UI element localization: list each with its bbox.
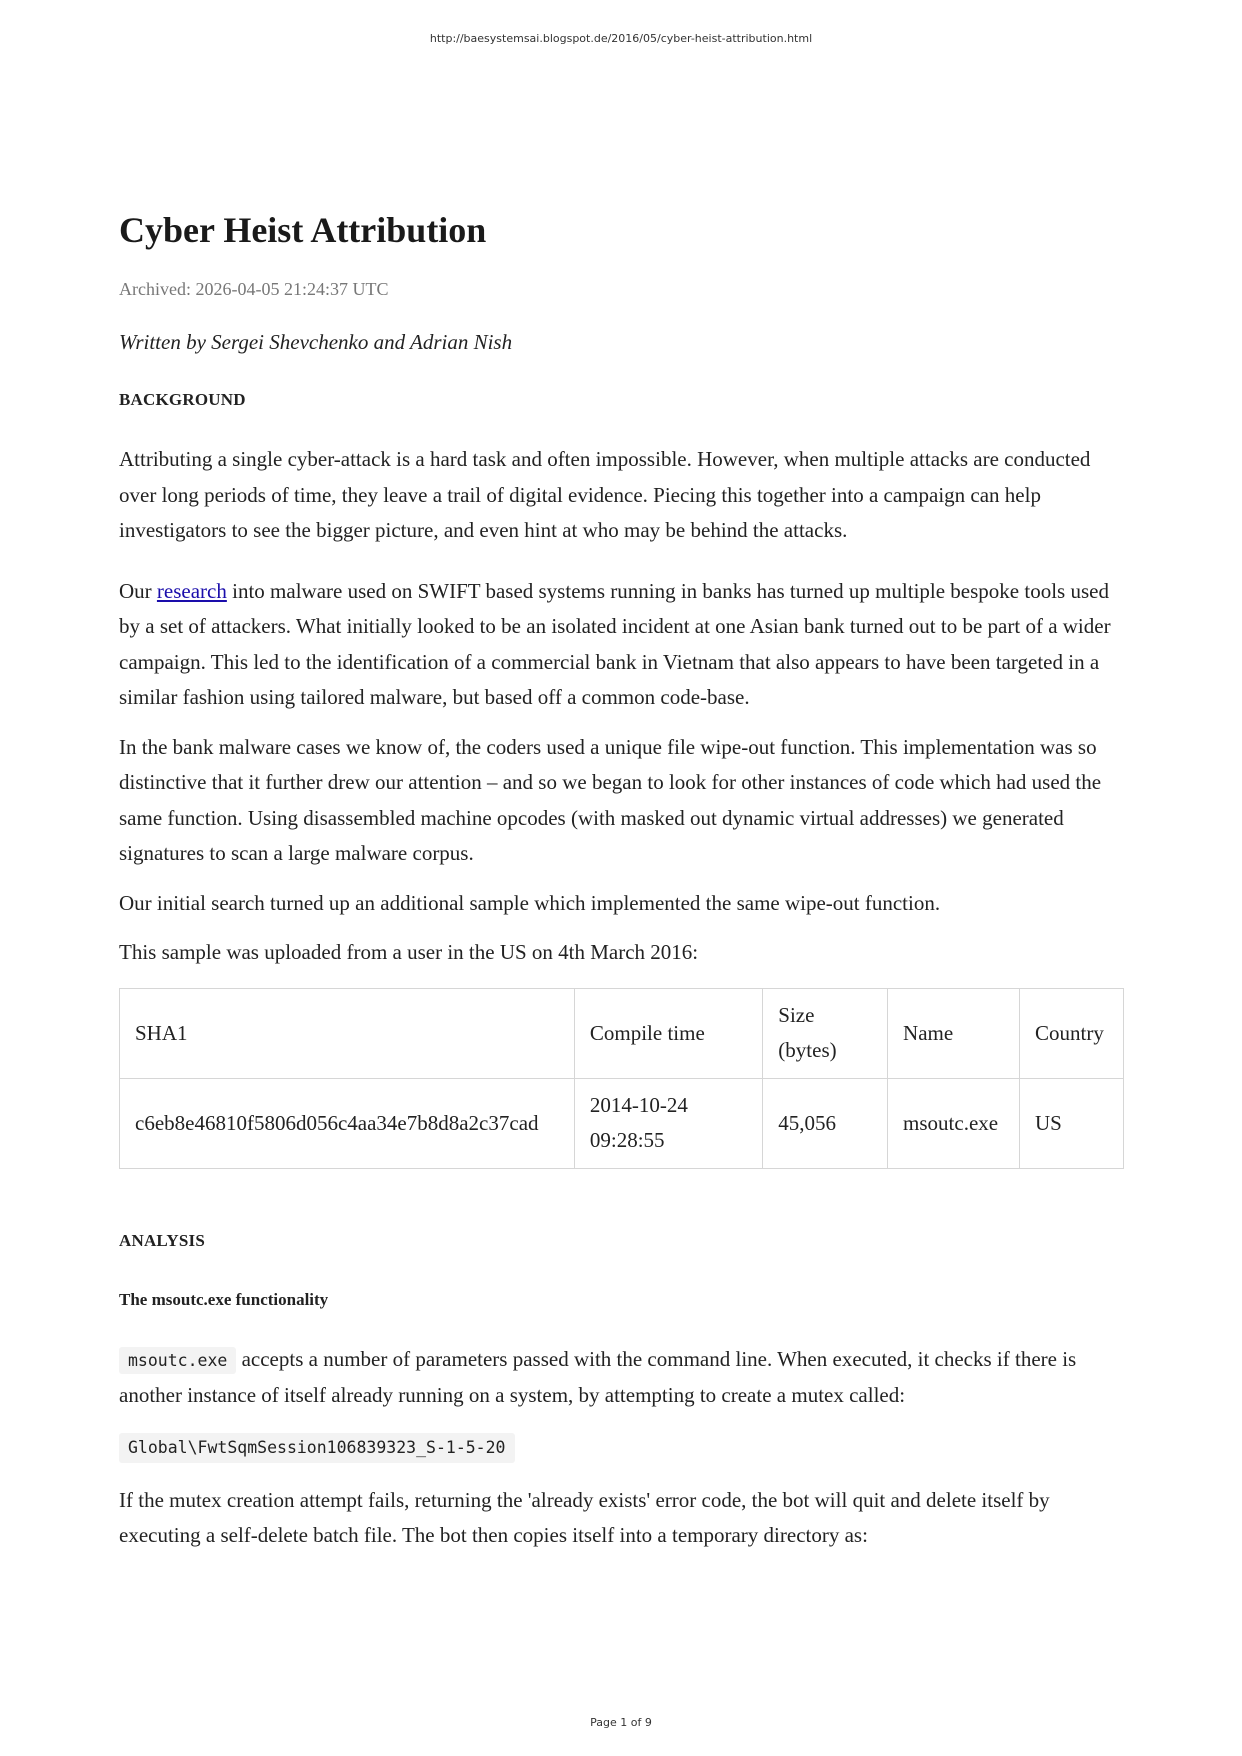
- mutex-name: Global\FwtSqmSession106839323_S-1-5-20: [119, 1433, 515, 1463]
- paragraph-sample-upload: This sample was uploaded from a user in the US on 4th March 2016:: [119, 940, 699, 964]
- table-header-cell: Name: [888, 988, 1020, 1078]
- paragraph-intro: Attributing a single cyber-attack is a hard task and often impossible. However, when multiple attacks are conducted over long periods of time, they leave a trail of digital evidence. Piecing this together into a campaign can help investigators to see the bigger picture, and even hint at who may be behind the attacks.: [119, 447, 1091, 542]
- paragraph-research: [119, 574, 1124, 716]
- paragraph-research-text: into malware used on SWIFT based systems running in banks has turned up multiple bespoke tools used by a set of attackers. What initially looked to be an isolated incident at one Asian bank turned out to be part of a wider campaign. This led to the identification of a commercial bank in Vietnam that also appears to have been targeted in a similar fashion using tailored malware, but based off a common code-base.: [119, 578, 1111, 709]
- research-link[interactable]: research: [156, 578, 227, 603]
- table-cell-name: msoutc.exe: [888, 1078, 1020, 1168]
- table-header-cell: SHA1: [120, 988, 575, 1078]
- background-heading: BACKGROUND: [119, 390, 246, 409]
- byline: Written by Sergei Shevchenko and Adrian Nish: [119, 330, 513, 354]
- sample-table: [119, 988, 1124, 1169]
- paragraph-parameters-text: accepts a number of parameters passed with the command line. When executed, it checks if there is another instance of itself already running on a system, by attempting to create a mutex called:: [119, 1346, 1077, 1407]
- paragraph-research-lead: Our: [119, 578, 157, 603]
- table-row: [120, 1078, 1124, 1168]
- table-header-cell: Compile time: [574, 988, 762, 1078]
- functionality-heading: The msoutc.exe functionality: [119, 1289, 329, 1309]
- page-number: Page 1 of 9: [590, 1716, 652, 1729]
- paragraph-mutex-fail: If the mutex creation attempt fails, returning the 'already exists' error code, the bot will quit and delete itself by executing a self-delete batch file. The bot then copies itself into a temporary directory as:: [119, 1487, 1050, 1547]
- table-header-cell: Size (bytes): [763, 988, 888, 1078]
- archived-timestamp: Archived: 2026-04-05 21:24:37 UTC: [119, 279, 389, 299]
- table-cell-country: US: [1020, 1078, 1124, 1168]
- mutex-code-block: [119, 1433, 1124, 1463]
- page-url: http://baesystemsai.blogspot.de/2016/05/cyber-heist-attribution.html: [429, 32, 813, 45]
- table-cell-sha1: c6eb8e46810f5806d056c4aa34e7b8d8a2c37cad: [120, 1078, 575, 1168]
- table-header-row: [120, 988, 1124, 1078]
- table-cell-size: 45,056: [763, 1078, 888, 1168]
- table-header-cell: Country: [1020, 988, 1124, 1078]
- page-title: Cyber Heist Attribution: [119, 210, 487, 250]
- inline-code-msoutc: msoutc.exe: [119, 1347, 236, 1374]
- table-cell-compile-time: 2014-10-24 09:28:55: [574, 1078, 762, 1168]
- article: [119, 208, 1124, 1554]
- analysis-heading: ANALYSIS: [119, 1230, 206, 1250]
- paragraph-initial-search: Our initial search turned up an additional sample which implemented the same wipe-out function.: [119, 890, 941, 915]
- paragraph-parameters: [119, 1342, 1124, 1414]
- paragraph-wipeout: In the bank malware cases we know of, the coders used a unique file wipe-out function. This implementation was so distinctive that it further drew our attention – and so we began to look for other instances of code which had used the same function. Using disassembled machine opcodes (with masked out dynamic virtual addresses) we generated signatures to scan a large malware corpus.: [119, 734, 1102, 865]
